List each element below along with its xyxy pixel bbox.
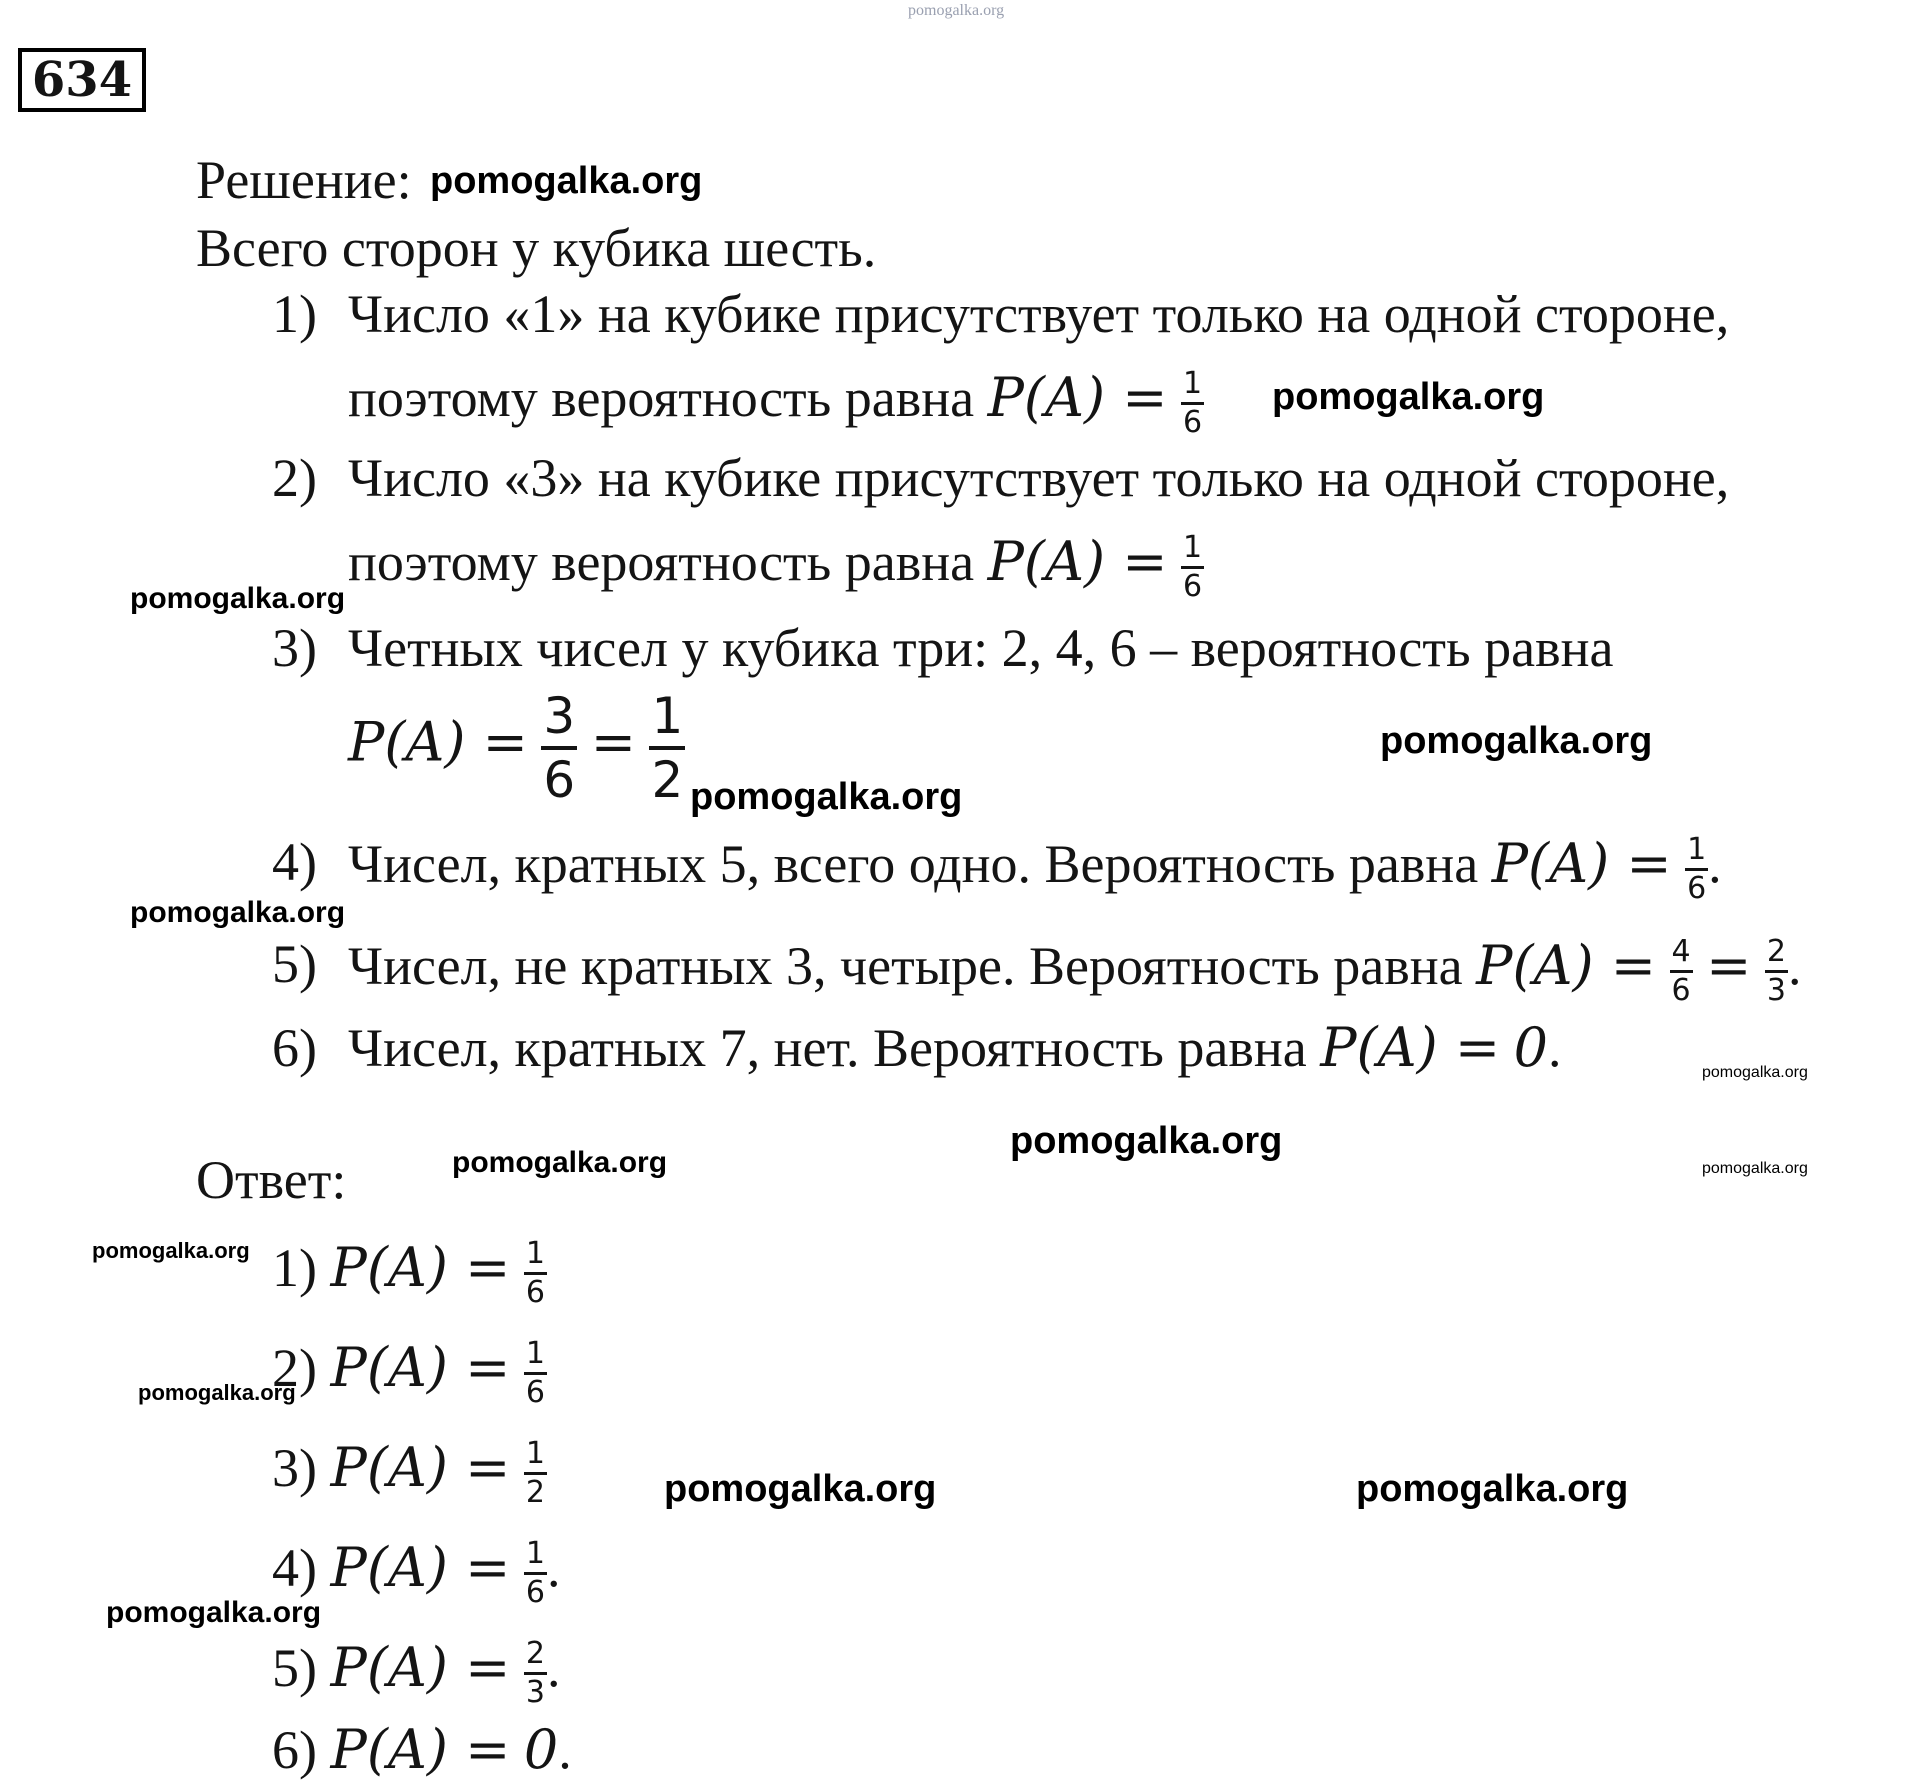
item-2-line1: Число «3» на кубике присутствует только на одной стороне,: [348, 448, 1730, 508]
watermark: pomogalka.org: [1702, 1160, 1808, 1177]
item-3-line1: Четных чисел у кубика три: 2, 4, 6 – вероятность равна: [348, 618, 1614, 678]
answer-pa: P(A) =: [330, 1718, 511, 1781]
answer-heading: Ответ:: [196, 1150, 347, 1210]
item-4-fraction: [1685, 832, 1708, 907]
watermark: pomogalka.org: [1380, 720, 1653, 762]
watermark: pomogalka.org: [1010, 1120, 1283, 1162]
item-5-text: Чисел, не кратных 3, четыре. Вероятность равна: [348, 935, 1463, 996]
answer-number: 4): [272, 1537, 317, 1598]
answer-row-2: [272, 1336, 547, 1411]
item-1-line1: Число «1» на кубике присутствует только на одной стороне,: [348, 284, 1730, 344]
answer-fraction: [524, 1236, 547, 1311]
fraction-numerator: 1: [649, 686, 685, 750]
watermark: pomogalka.org: [138, 1380, 296, 1405]
watermark: pomogalka.org: [1356, 1468, 1629, 1510]
period: .: [558, 1720, 572, 1780]
period: .: [1547, 1018, 1562, 1078]
fraction-numerator: 2: [524, 1636, 547, 1675]
watermark: pomogalka.org: [1272, 376, 1545, 418]
answer-pa: P(A) =: [330, 1435, 511, 1499]
item-5-fraction-b: [1765, 934, 1788, 1009]
problem-number: 634: [18, 48, 146, 112]
equals-sign: =: [590, 710, 636, 774]
fraction-numerator: 1: [1685, 832, 1708, 871]
item-4-line1: [348, 832, 1722, 907]
item-1-fraction: [1181, 366, 1204, 441]
answer-fraction: [524, 1636, 547, 1711]
item-number-4: 4): [272, 832, 317, 892]
watermark-top: pomogalka.org: [908, 2, 1005, 19]
watermark: pomogalka.org: [130, 582, 346, 615]
answer-fraction: [524, 1436, 547, 1511]
item-1-line2: [348, 366, 1204, 441]
fraction-denominator: 6: [525, 1275, 545, 1310]
item-2-pa: P(A) =: [987, 529, 1168, 593]
answer-row-1: [272, 1236, 547, 1311]
fraction-numerator: 1: [524, 1536, 547, 1575]
item-3-fraction-a: [541, 686, 577, 810]
watermark: pomogalka.org: [690, 776, 963, 818]
fraction-denominator: 6: [525, 1575, 545, 1610]
fraction-numerator: 1: [524, 1436, 547, 1475]
item-4-pa: P(A) =: [1491, 831, 1672, 895]
answer-number: 1): [272, 1237, 317, 1298]
answer-row-5: [272, 1636, 560, 1711]
answer-pa: P(A) =: [330, 1535, 511, 1599]
answer-pa: P(A) =: [330, 1235, 511, 1299]
watermark: pomogalka.org: [1702, 1064, 1808, 1081]
fraction-denominator: 3: [1766, 973, 1786, 1008]
fraction-denominator: 2: [525, 1475, 545, 1510]
item-5-fraction-a: [1670, 934, 1693, 1009]
watermark: pomogalka.org: [92, 1238, 250, 1263]
watermark: pomogalka.org: [130, 896, 346, 929]
period: .: [546, 1537, 561, 1598]
item-number-5: 5): [272, 934, 317, 994]
item-number-6: 6): [272, 1018, 317, 1078]
intro-text: Всего сторон у кубика шесть.: [196, 218, 877, 278]
answer-row-3: [272, 1436, 547, 1511]
fraction-numerator: 2: [1765, 934, 1788, 973]
watermark: pomogalka.org: [430, 160, 703, 202]
item-number-3: 3): [272, 618, 317, 678]
fraction-numerator: 1: [1181, 530, 1204, 569]
answer-pa: P(A) =: [330, 1635, 511, 1699]
fraction-numerator: 4: [1670, 934, 1693, 973]
fraction-denominator: 6: [543, 751, 576, 809]
item-5-pa: P(A) =: [1476, 933, 1657, 997]
item-6-line1: [348, 1018, 1561, 1078]
item-6-zero: 0: [1513, 1016, 1548, 1079]
item-2-line2: [348, 530, 1204, 605]
item-number-1: 1): [272, 284, 317, 344]
fraction-denominator: 6: [1182, 405, 1203, 440]
item-2-text: поэтому вероятность равна: [348, 531, 975, 592]
item-number-2: 2): [272, 448, 317, 508]
item-5-line1: [348, 934, 1801, 1009]
fraction-numerator: 1: [524, 1236, 547, 1275]
watermark: pomogalka.org: [106, 1596, 322, 1629]
item-6-text: Чисел, кратных 7, нет. Вероятность равна: [348, 1018, 1307, 1078]
item-3-fraction-b: [649, 686, 685, 810]
equals-sign: =: [1706, 933, 1752, 997]
item-4-text: Чисел, кратных 5, всего одно. Вероятность равна: [348, 833, 1479, 894]
fraction-denominator: 6: [1671, 973, 1691, 1008]
solution-heading: Решение:: [196, 150, 412, 210]
answer-number: 3): [272, 1437, 317, 1498]
period: .: [1708, 833, 1722, 894]
watermark: pomogalka.org: [452, 1146, 668, 1179]
fraction-numerator: 3: [541, 686, 577, 750]
item-3-formula: [348, 686, 685, 810]
watermark: pomogalka.org: [664, 1468, 937, 1510]
answer-zero: 0: [523, 1718, 559, 1781]
item-1-text: поэтому вероятность равна: [348, 367, 975, 428]
answer-number: 2): [272, 1337, 317, 1398]
period: .: [546, 1637, 561, 1698]
item-6-pa: P(A) =: [1320, 1016, 1501, 1079]
fraction-numerator: 1: [1181, 366, 1204, 405]
answer-fraction: [524, 1536, 547, 1611]
fraction-denominator: 2: [651, 751, 684, 809]
answer-number: 5): [272, 1637, 317, 1698]
item-2-fraction: [1181, 530, 1204, 605]
fraction-denominator: 6: [525, 1375, 545, 1410]
period: .: [1787, 935, 1802, 996]
item-1-pa: P(A) =: [987, 365, 1168, 429]
fraction-denominator: 6: [1687, 871, 1707, 906]
fraction-denominator: 3: [525, 1675, 545, 1710]
fraction-numerator: 1: [524, 1336, 547, 1375]
answer-fraction: [524, 1336, 547, 1411]
answer-row-6: [272, 1720, 572, 1780]
item-3-pa: P(A) =: [348, 710, 528, 774]
answer-pa: P(A) =: [330, 1335, 511, 1399]
answer-number: 6): [272, 1720, 317, 1780]
fraction-denominator: 6: [1182, 569, 1203, 604]
